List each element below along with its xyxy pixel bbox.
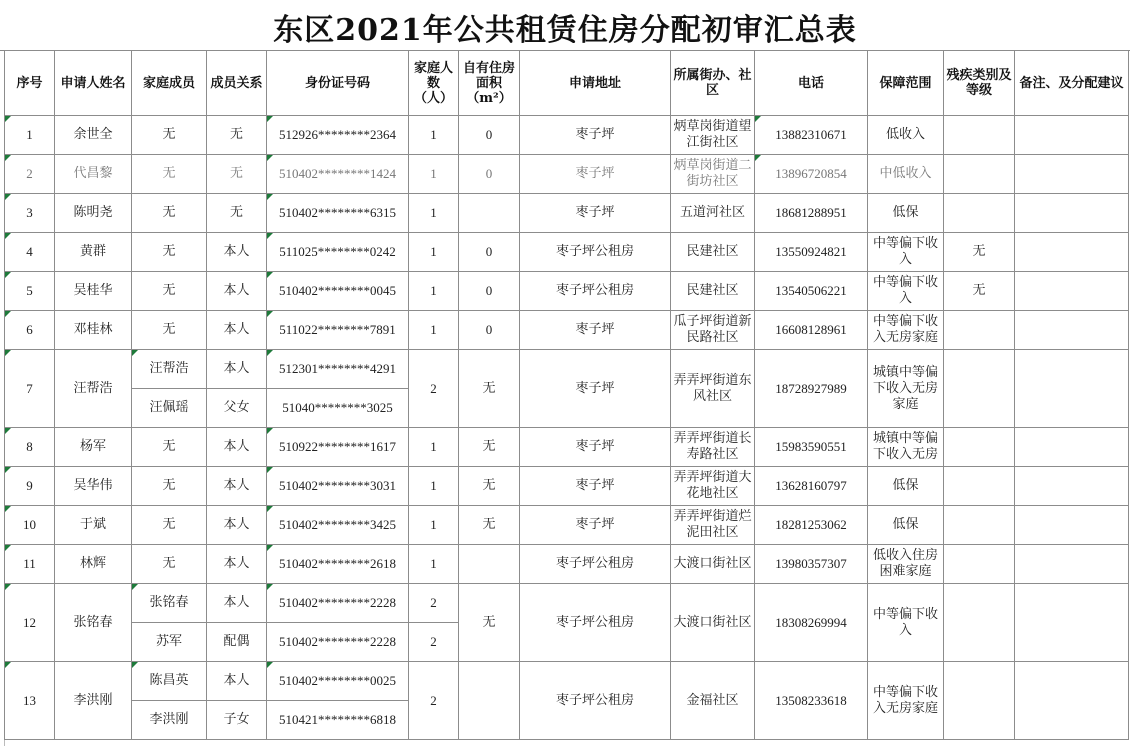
cell-no[interactable]: 13: [5, 662, 55, 740]
cell-id[interactable]: 510402********6315: [267, 194, 409, 233]
cell-phone[interactable]: 13508233618: [755, 662, 868, 740]
cell-disability[interactable]: 无: [944, 272, 1015, 311]
cell-relation[interactable]: 本人: [207, 584, 267, 623]
cell-disability[interactable]: 无: [944, 233, 1015, 272]
cell-member[interactable]: 无: [132, 428, 207, 467]
table-row: [5, 350, 1129, 389]
cell-id[interactable]: 510402********0025: [267, 662, 409, 701]
cell-count[interactable]: 2: [409, 623, 459, 662]
cell-disability[interactable]: [944, 116, 1015, 155]
cell-note[interactable]: [1015, 311, 1129, 350]
cell-count[interactable]: 1: [409, 116, 459, 155]
table-row: [5, 311, 1129, 350]
cell-count[interactable]: 1: [409, 506, 459, 545]
cell-area[interactable]: 无: [459, 428, 520, 467]
cell-no[interactable]: 9: [5, 467, 55, 506]
cell-member[interactable]: 无: [132, 194, 207, 233]
table-row: [5, 467, 1129, 506]
cell-address[interactable]: 枣子坪公租房: [520, 272, 671, 311]
table-row: [5, 116, 1129, 155]
cell-area[interactable]: [459, 545, 520, 584]
col-header-area[interactable]: 自有住房面积（m²）: [459, 51, 520, 116]
cell-scope[interactable]: 中等偏下收入: [868, 272, 944, 311]
cell-phone[interactable]: 13896720854: [755, 155, 868, 194]
cell-member[interactable]: 无: [132, 311, 207, 350]
cell-area[interactable]: 0: [459, 272, 520, 311]
cell-count[interactable]: 1: [409, 545, 459, 584]
col-header-note[interactable]: 备注、及分配建议: [1015, 51, 1129, 116]
cell-disability[interactable]: [944, 350, 1015, 428]
cell-member[interactable]: 汪佩瑶: [132, 389, 207, 428]
cell-count[interactable]: 1: [409, 467, 459, 506]
cell-area[interactable]: 无: [459, 506, 520, 545]
cell-area[interactable]: 0: [459, 155, 520, 194]
cell-area[interactable]: 0: [459, 233, 520, 272]
table-row: [5, 233, 1129, 272]
cell-note[interactable]: [1015, 662, 1129, 740]
cell-note[interactable]: [1015, 467, 1129, 506]
cell-scope[interactable]: 低保: [868, 506, 944, 545]
cell-area[interactable]: 无: [459, 467, 520, 506]
cell-count[interactable]: 2: [409, 350, 459, 428]
cell-count[interactable]: 1: [409, 428, 459, 467]
cell-street[interactable]: 弄弄坪街道大花地社区: [671, 467, 755, 506]
cell-phone[interactable]: 13540506221: [755, 272, 868, 311]
cell-street[interactable]: 民建社区: [671, 233, 755, 272]
cell-relation[interactable]: 父女: [207, 389, 267, 428]
cell-street[interactable]: 炳草岗街道二街坊社区: [671, 155, 755, 194]
cell-member[interactable]: 汪帮浩: [132, 350, 207, 389]
cell-scope[interactable]: 中等偏下收入无房家庭: [868, 311, 944, 350]
cell-phone[interactable]: 18308269994: [755, 584, 868, 662]
cell-relation[interactable]: 本人: [207, 233, 267, 272]
cell-scope[interactable]: 低收入住房困难家庭: [868, 545, 944, 584]
page-title: 东区2021年公共租赁住房分配初审汇总表: [273, 13, 857, 48]
cell-street[interactable]: 民建社区: [671, 272, 755, 311]
cell-id[interactable]: 510402********3031: [267, 467, 409, 506]
cell-count[interactable]: 1: [409, 311, 459, 350]
cell-name[interactable]: 林辉: [55, 545, 132, 584]
table-row: [5, 584, 1129, 623]
cell-id[interactable]: 510402********0045: [267, 272, 409, 311]
cell-area[interactable]: 无: [459, 350, 520, 428]
cell-name[interactable]: 吴桂华: [55, 272, 132, 311]
cell-note[interactable]: [1015, 506, 1129, 545]
cell-member[interactable]: 张铭春: [132, 584, 207, 623]
cell-address[interactable]: 枣子坪公租房: [520, 233, 671, 272]
cell-relation[interactable]: 本人: [207, 311, 267, 350]
col-header-address[interactable]: 申请地址: [520, 51, 671, 116]
cell-address[interactable]: 枣子坪: [520, 116, 671, 155]
cell-note[interactable]: [1015, 233, 1129, 272]
cell-no[interactable]: 10: [5, 506, 55, 545]
cell-street[interactable]: 五道河社区: [671, 194, 755, 233]
cell-address[interactable]: 枣子坪公租房: [520, 545, 671, 584]
cell-scope[interactable]: 低保: [868, 467, 944, 506]
cell-note[interactable]: [1015, 194, 1129, 233]
cell-no[interactable]: 7: [5, 350, 55, 428]
title-bar: [0, 0, 1130, 51]
cell-id[interactable]: 510402********3425: [267, 506, 409, 545]
cell-disability[interactable]: [944, 506, 1015, 545]
table-row: [5, 428, 1129, 467]
cell-name[interactable]: 于斌: [55, 506, 132, 545]
cell-name[interactable]: 汪帮浩: [55, 350, 132, 428]
cell-name[interactable]: 张铭春: [55, 584, 132, 662]
cell-no[interactable]: 3: [5, 194, 55, 233]
cell-name[interactable]: 李洪刚: [55, 662, 132, 740]
table-row: [5, 545, 1129, 584]
cell-street[interactable]: 大渡口街社区: [671, 545, 755, 584]
col-header-phone[interactable]: 电话: [755, 51, 868, 116]
cell-area[interactable]: [459, 662, 520, 740]
cell-no[interactable]: 6: [5, 311, 55, 350]
cell-member[interactable]: 无: [132, 233, 207, 272]
cell-area[interactable]: 0: [459, 116, 520, 155]
cell-address[interactable]: 枣子坪公租房: [520, 662, 671, 740]
cell-note[interactable]: [1015, 545, 1129, 584]
cell-id[interactable]: 510402********1424: [267, 155, 409, 194]
cell-count[interactable]: 1: [409, 155, 459, 194]
cell-member[interactable]: 无: [132, 467, 207, 506]
cell-phone[interactable]: 16608128961: [755, 311, 868, 350]
col-header-disability[interactable]: 残疾类别及等级: [944, 51, 1015, 116]
cell-no[interactable]: 4: [5, 233, 55, 272]
cell-street[interactable]: 弄弄坪街道长寿路社区: [671, 428, 755, 467]
cell-phone[interactable]: 13882310671: [755, 116, 868, 155]
cell-no[interactable]: 1: [5, 116, 55, 155]
cell-scope[interactable]: 中低收入: [868, 155, 944, 194]
cell-address[interactable]: 枣子坪: [520, 506, 671, 545]
cell-note[interactable]: [1015, 272, 1129, 311]
cell-scope[interactable]: 中等偏下收入无房家庭: [868, 662, 944, 740]
header-row: [5, 51, 1129, 116]
cell-area[interactable]: 无: [459, 584, 520, 662]
cell-disability[interactable]: [944, 155, 1015, 194]
cell-phone[interactable]: 18681288951: [755, 194, 868, 233]
summary-table: [4, 50, 1129, 740]
cell-count[interactable]: 2: [409, 662, 459, 740]
cell-scope[interactable]: 低保: [868, 194, 944, 233]
cell-note[interactable]: [1015, 428, 1129, 467]
cell-address[interactable]: 枣子坪: [520, 350, 671, 428]
cell-name[interactable]: 陈明尧: [55, 194, 132, 233]
cell-address[interactable]: 枣子坪公租房: [520, 584, 671, 662]
cell-member[interactable]: 李洪刚: [132, 701, 207, 740]
cell-member[interactable]: 无: [132, 545, 207, 584]
cell-disability[interactable]: [944, 428, 1015, 467]
cell-area[interactable]: [459, 194, 520, 233]
cell-address[interactable]: 枣子坪: [520, 428, 671, 467]
cell-count[interactable]: 1: [409, 233, 459, 272]
cell-id[interactable]: 510922********1617: [267, 428, 409, 467]
cell-relation[interactable]: 配偶: [207, 623, 267, 662]
cell-street[interactable]: 金福社区: [671, 662, 755, 740]
cell-name[interactable]: 黄群: [55, 233, 132, 272]
cell-relation[interactable]: 子女: [207, 701, 267, 740]
cell-name[interactable]: 杨军: [55, 428, 132, 467]
cell-street[interactable]: 弄弄坪街道东风社区: [671, 350, 755, 428]
cell-disability[interactable]: [944, 584, 1015, 662]
cell-member[interactable]: 无: [132, 116, 207, 155]
cell-relation[interactable]: 本人: [207, 428, 267, 467]
cell-relation[interactable]: 本人: [207, 350, 267, 389]
cell-name[interactable]: 代昌黎: [55, 155, 132, 194]
col-header-name[interactable]: 申请人姓名: [55, 51, 132, 116]
cell-member[interactable]: 无: [132, 272, 207, 311]
cell-no[interactable]: 11: [5, 545, 55, 584]
cell-id[interactable]: 512926********2364: [267, 116, 409, 155]
cell-phone[interactable]: 13550924821: [755, 233, 868, 272]
cell-relation[interactable]: 无: [207, 194, 267, 233]
col-header-no[interactable]: 序号: [5, 51, 55, 116]
cell-note[interactable]: [1015, 116, 1129, 155]
cell-phone[interactable]: 15983590551: [755, 428, 868, 467]
cell-id[interactable]: 511025********0242: [267, 233, 409, 272]
cell-disability[interactable]: [944, 467, 1015, 506]
cell-phone[interactable]: 18728927989: [755, 350, 868, 428]
table-row: [5, 272, 1129, 311]
table-row: [5, 506, 1129, 545]
cell-disability[interactable]: [944, 194, 1015, 233]
cell-street[interactable]: 炳草岗街道望江街社区: [671, 116, 755, 155]
cell-no[interactable]: 12: [5, 584, 55, 662]
cell-member[interactable]: 无: [132, 155, 207, 194]
col-header-member[interactable]: 家庭成员: [132, 51, 207, 116]
cell-count[interactable]: 2: [409, 584, 459, 623]
cell-member[interactable]: 陈昌英: [132, 662, 207, 701]
table-row: [5, 155, 1129, 194]
cell-name[interactable]: 吴华伟: [55, 467, 132, 506]
cell-phone[interactable]: 18281253062: [755, 506, 868, 545]
cell-scope[interactable]: 城镇中等偏下收入无房: [868, 428, 944, 467]
cell-relation[interactable]: 本人: [207, 662, 267, 701]
col-header-relation[interactable]: 成员关系: [207, 51, 267, 116]
table-row: [5, 194, 1129, 233]
cell-phone[interactable]: 13628160797: [755, 467, 868, 506]
cell-scope[interactable]: 低收入: [868, 116, 944, 155]
cell-no[interactable]: 5: [5, 272, 55, 311]
cell-disability[interactable]: [944, 311, 1015, 350]
col-header-count[interactable]: 家庭人数（人）: [409, 51, 459, 116]
cell-note[interactable]: [1015, 584, 1129, 662]
cell-scope[interactable]: 城镇中等偏下收入无房家庭: [868, 350, 944, 428]
cell-disability[interactable]: [944, 662, 1015, 740]
cell-relation[interactable]: 本人: [207, 467, 267, 506]
cell-relation[interactable]: 无: [207, 155, 267, 194]
cell-note[interactable]: [1015, 350, 1129, 428]
cell-no[interactable]: 2: [5, 155, 55, 194]
cell-member[interactable]: 无: [132, 506, 207, 545]
col-header-scope[interactable]: 保障范围: [868, 51, 944, 116]
cell-relation[interactable]: 无: [207, 116, 267, 155]
cell-scope[interactable]: 中等偏下收入: [868, 584, 944, 662]
cell-id[interactable]: 510421********6818: [267, 701, 409, 740]
cell-address[interactable]: 枣子坪: [520, 467, 671, 506]
cell-address[interactable]: 枣子坪: [520, 194, 671, 233]
cell-phone[interactable]: 13980357307: [755, 545, 868, 584]
col-header-id[interactable]: 身份证号码: [267, 51, 409, 116]
cell-note[interactable]: [1015, 155, 1129, 194]
cell-id[interactable]: 51040********3025: [267, 389, 409, 428]
cell-id[interactable]: 510402********2228: [267, 584, 409, 623]
cell-id[interactable]: 512301********4291: [267, 350, 409, 389]
cell-id[interactable]: 510402********2228: [267, 623, 409, 662]
cell-relation[interactable]: 本人: [207, 506, 267, 545]
cell-address[interactable]: 枣子坪: [520, 155, 671, 194]
cell-disability[interactable]: [944, 545, 1015, 584]
cell-relation[interactable]: 本人: [207, 545, 267, 584]
cell-count[interactable]: 1: [409, 194, 459, 233]
cell-name[interactable]: 邓桂林: [55, 311, 132, 350]
table-row: [5, 662, 1129, 701]
col-header-street[interactable]: 所属街办、社区: [671, 51, 755, 116]
cell-count[interactable]: 1: [409, 272, 459, 311]
cell-no[interactable]: 8: [5, 428, 55, 467]
cell-street[interactable]: 瓜子坪街道新民路社区: [671, 311, 755, 350]
cell-id[interactable]: 511022********7891: [267, 311, 409, 350]
cell-area[interactable]: 0: [459, 311, 520, 350]
cell-id[interactable]: 510402********2618: [267, 545, 409, 584]
cell-address[interactable]: 枣子坪: [520, 311, 671, 350]
cell-street[interactable]: 大渡口街社区: [671, 584, 755, 662]
cell-member[interactable]: 苏军: [132, 623, 207, 662]
cell-street[interactable]: 弄弄坪街道烂泥田社区: [671, 506, 755, 545]
cell-name[interactable]: 余世全: [55, 116, 132, 155]
cell-scope[interactable]: 中等偏下收入: [868, 233, 944, 272]
cell-relation[interactable]: 本人: [207, 272, 267, 311]
